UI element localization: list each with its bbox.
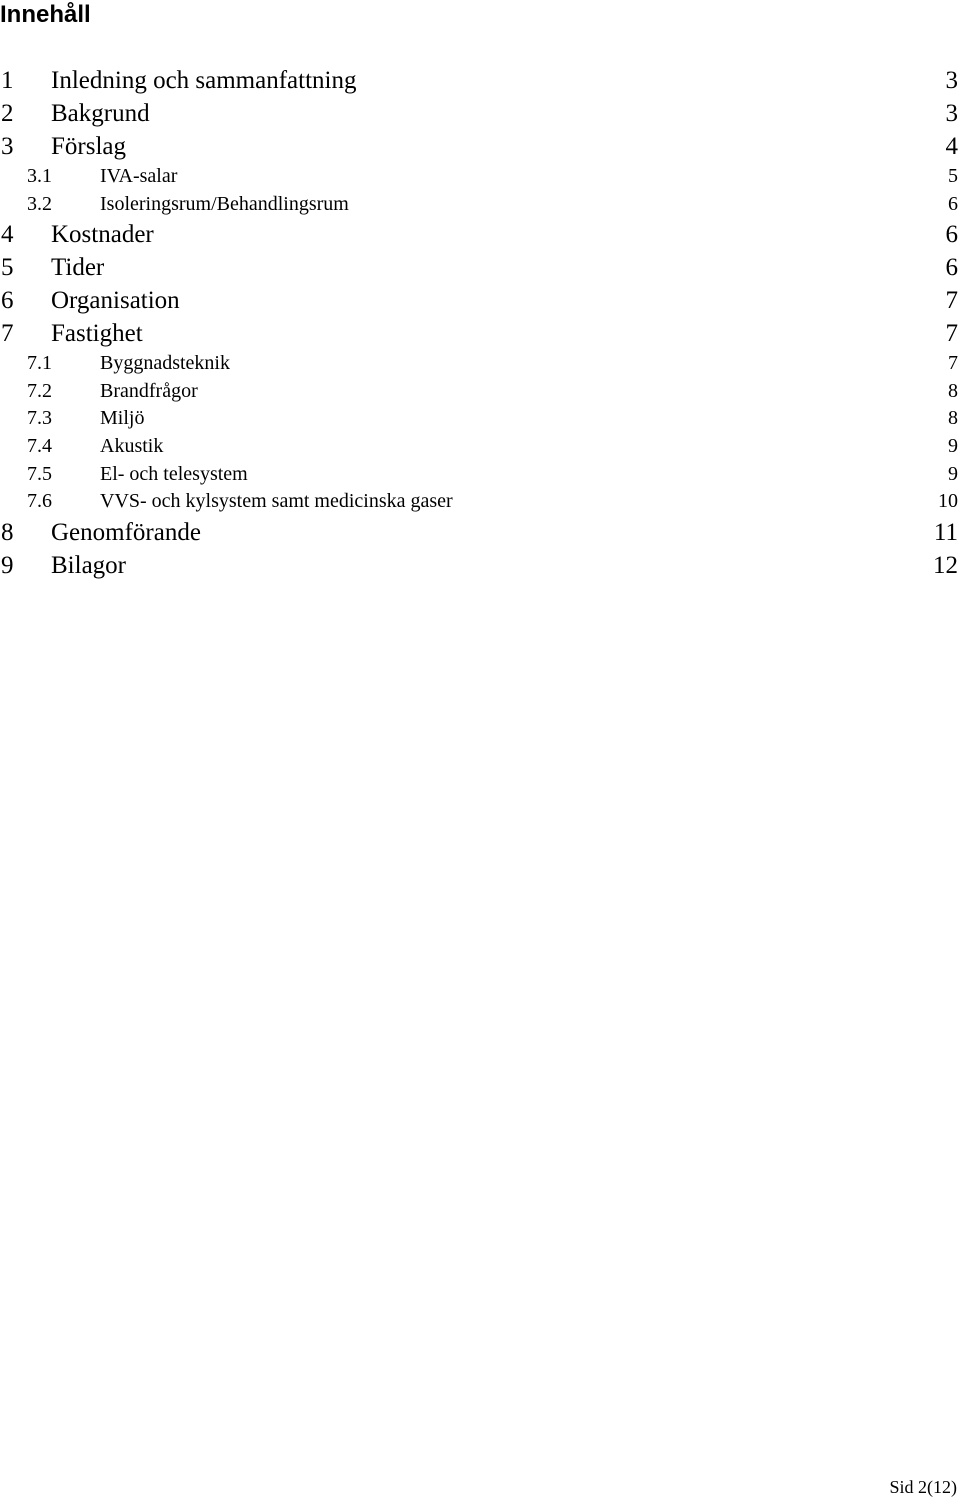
toc-heading: Innehåll [0,1,91,28]
toc-entry-number: 2 [1,100,14,127]
toc-entry-page: 11 [933,518,958,546]
toc-entry-page: 8 [948,379,958,402]
toc-entry-page: 8 [948,407,958,430]
toc-entry-title: Bilagor [51,551,126,579]
toc-entry-page: 12 [933,551,958,579]
toc-entry-title: Förslag [51,133,126,160]
toc-entry-page: 5 [948,165,958,187]
toc-entry-page: 7 [945,320,958,348]
toc-entry-page: 6 [948,192,958,215]
toc-entry-number: 3.2 [27,192,52,215]
toc-entry-title: Inledning och sammanfattning [51,67,357,94]
toc-entry[interactable] [0,378,958,406]
toc-entry-number: 7.2 [27,379,52,402]
toc-entry-title: VVS- och kylsystem samt medicinska gaser [100,490,453,513]
toc-entry-title: IVA-salar [100,165,178,187]
toc-entry-number: 1 [1,67,14,94]
toc-entry[interactable] [0,405,958,433]
toc-entry-page: 3 [945,100,958,127]
toc-entry-number: 7.4 [27,434,52,457]
toc-entry-title: Genomförande [51,518,201,546]
toc-entry[interactable] [0,97,958,130]
toc-entry-title: Miljö [100,407,145,430]
page-number-footer: Sid 2(12) [889,1477,957,1497]
toc-entry[interactable] [0,251,958,284]
toc-entry-number: 7 [1,320,14,348]
toc-entry-number: 8 [1,518,14,546]
toc-entry[interactable] [0,64,958,97]
toc-entry-page: 10 [938,490,958,513]
toc-entry[interactable] [0,163,958,191]
toc-entry-title: Akustik [100,434,164,457]
toc-entry-title: Brandfrågor [100,379,198,402]
toc-entry-number: 4 [1,221,14,249]
toc-entry-number: 7.5 [27,462,52,485]
toc-entry-title: Organisation [51,287,180,315]
toc-entry[interactable] [0,433,958,461]
toc-entry-number: 3.1 [27,165,52,187]
toc-entry[interactable] [0,350,958,378]
toc-entry[interactable] [0,191,958,219]
toc-entry-title: Isoleringsrum/Behandlingsrum [100,192,349,215]
toc-entry-page: 3 [945,67,958,94]
toc-entry-number: 7.1 [27,352,52,375]
toc-entry-number: 7.3 [27,407,52,430]
toc-entry-number: 3 [1,133,14,160]
toc-entry-number: 5 [1,254,14,282]
toc-entry-title: Bakgrund [51,100,150,127]
toc-entry[interactable] [0,488,958,516]
toc-entry-title: El- och telesystem [100,462,248,485]
toc-entry[interactable] [0,549,958,582]
toc-entry[interactable] [0,284,958,317]
toc-entry-page: 9 [948,462,958,485]
toc-entry-page: 6 [945,221,958,249]
toc-entry-title: Fastighet [51,320,143,348]
toc-entry-page: 6 [945,254,958,282]
table-of-contents [0,64,958,582]
toc-entry-page: 7 [945,287,958,315]
toc-entry-page: 4 [945,133,958,160]
toc-entry[interactable] [0,317,958,350]
toc-entry-title: Tider [51,254,105,282]
toc-entry-title: Byggnadsteknik [100,352,230,375]
toc-entry[interactable] [0,218,958,251]
toc-entry-page: 9 [948,434,958,457]
toc-entry[interactable] [0,130,958,163]
toc-entry-number: 6 [1,287,14,315]
toc-entry-number: 9 [1,551,14,579]
toc-entry[interactable] [0,461,958,489]
toc-entry-number: 7.6 [27,490,52,513]
toc-entry[interactable] [0,516,958,549]
toc-entry-page: 7 [948,352,958,375]
toc-entry-title: Kostnader [51,221,154,249]
